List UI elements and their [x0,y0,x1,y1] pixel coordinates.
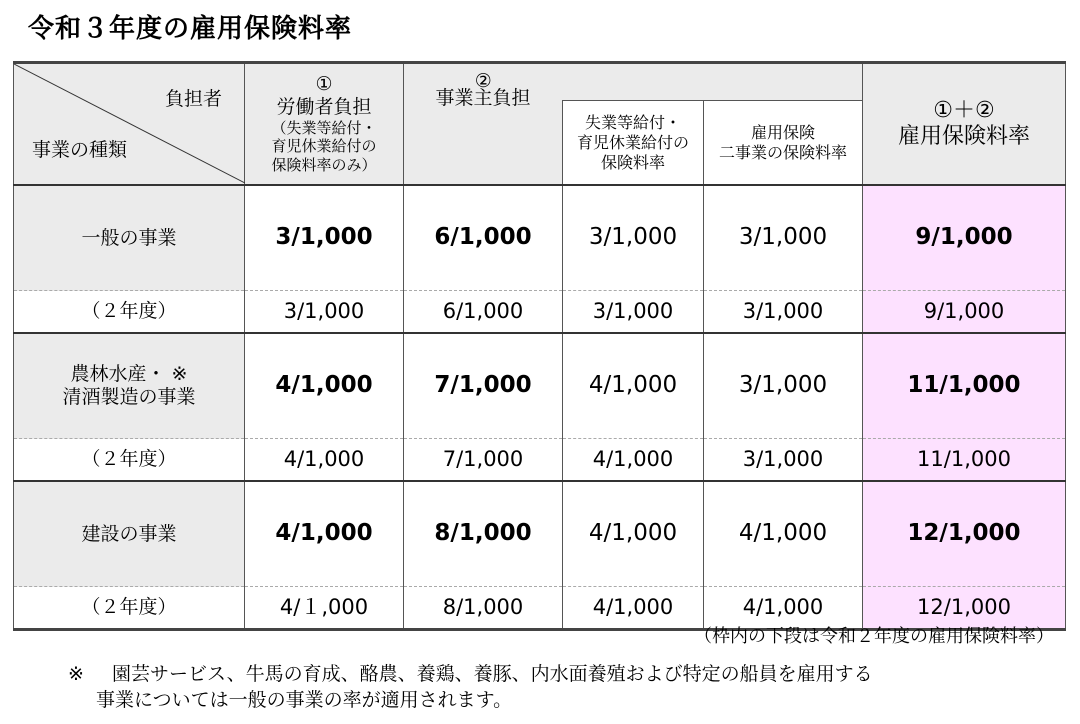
header-employer-a-2: 育児休業給付の [576,132,689,152]
corner-header-cell [14,63,245,186]
cell-worker: 4/1,000 [245,481,404,587]
header-employer-b-1: 雇用保険 [750,122,815,142]
row-prev-label: （２年度） [14,587,245,630]
cell-total: 9/1,000 [863,185,1066,291]
header-worker-num: ① [315,73,333,96]
row-label-line1: 農林水産・ ※ [70,363,188,386]
cell-employer-a: 3/1,000 [563,185,704,291]
footnote-line1: 園芸サービス、牛馬の育成、酪農、養鶏、養豚、内水面養殖および特定の船員を雇用する [112,663,873,685]
cell-prev-employer: 7/1,000 [404,439,563,482]
header-employer-title-cell [404,86,563,186]
table-note: （枠内の下段は令和２年度の雇用保険料率） [694,626,1054,647]
table-row [14,185,1066,291]
cell-prev-employer-a: 4/1,000 [563,439,704,482]
cell-employer-a: 4/1,000 [563,481,704,587]
cell-worker: 4/1,000 [245,333,404,439]
diagonal-line [14,64,245,183]
cell-prev-employer-b: 3/1,000 [704,291,863,334]
row-label-line2: 清酒製造の事業 [62,386,196,408]
header-employer-span [563,63,863,101]
row-label [14,185,245,291]
footnote-mark: ※ [68,663,84,685]
corner-business-label: 事業の種類 [32,139,128,162]
table-row-prev [14,439,1066,482]
header-total-title: 雇用保険料率 [897,124,1030,149]
cell-prev-employer-b: 4/1,000 [704,587,863,630]
cell-employer-b: 3/1,000 [704,333,863,439]
header-worker-note-1: （失業等給付・ [271,118,377,137]
table-row [14,333,1066,439]
header-employer-b [704,101,863,186]
rate-table [13,61,1066,631]
header-total [863,63,1066,186]
row-label-line1: 建設の事業 [81,522,177,545]
cell-prev-total: 9/1,000 [863,291,1066,334]
cell-employer-a: 4/1,000 [563,333,704,439]
row-label [14,481,245,587]
cell-worker: 3/1,000 [245,185,404,291]
header-employer-a-1: 失業等給付・ [584,112,681,132]
cell-employer-b: 4/1,000 [704,481,863,587]
corner-payer-label: 負担者 [164,88,222,110]
cell-employer: 7/1,000 [404,333,563,439]
table-row [14,481,1066,587]
cell-prev-worker: 4/１,000 [245,587,404,630]
row-prev-label: （２年度） [14,439,245,482]
header-worker-title: 労働者負担 [276,95,372,118]
header-worker-note-3: 保険料率のみ） [271,156,377,175]
cell-total: 12/1,000 [863,481,1066,587]
cell-employer-b: 3/1,000 [704,185,863,291]
header-employer-a-3: 保険料率 [600,152,665,172]
header-employer-b-2: 二事業の保険料率 [718,142,847,162]
footnote [68,662,873,713]
cell-total: 11/1,000 [863,333,1066,439]
row-prev-label: （２年度） [14,291,245,334]
row-label [14,333,245,439]
header-employer-a [563,101,704,186]
page-title: 令和３年度の雇用保険料率 [28,14,353,44]
footnote-line2: 事業については一般の事業の率が適用されます。 [96,688,513,711]
row-label-line1: 一般の事業 [81,226,177,249]
header-total-num: ①＋② [933,97,995,123]
cell-prev-employer-a: 4/1,000 [563,587,704,630]
cell-prev-total: 11/1,000 [863,439,1066,482]
header-worker [245,63,404,186]
cell-prev-employer-b: 3/1,000 [704,439,863,482]
header-employer-title: 事業主負担 [435,86,531,109]
cell-employer: 8/1,000 [404,481,563,587]
cell-prev-employer: 8/1,000 [404,587,563,630]
table-row-prev [14,291,1066,334]
cell-employer: 6/1,000 [404,185,563,291]
cell-prev-total: 12/1,000 [863,587,1066,630]
cell-prev-employer: 6/1,000 [404,291,563,334]
header-worker-note-2: 育児休業給付の [271,137,377,156]
cell-prev-employer-a: 3/1,000 [563,291,704,334]
cell-prev-worker: 3/1,000 [245,291,404,334]
header-employer-num: ② [474,70,492,92]
cell-prev-worker: 4/1,000 [245,439,404,482]
